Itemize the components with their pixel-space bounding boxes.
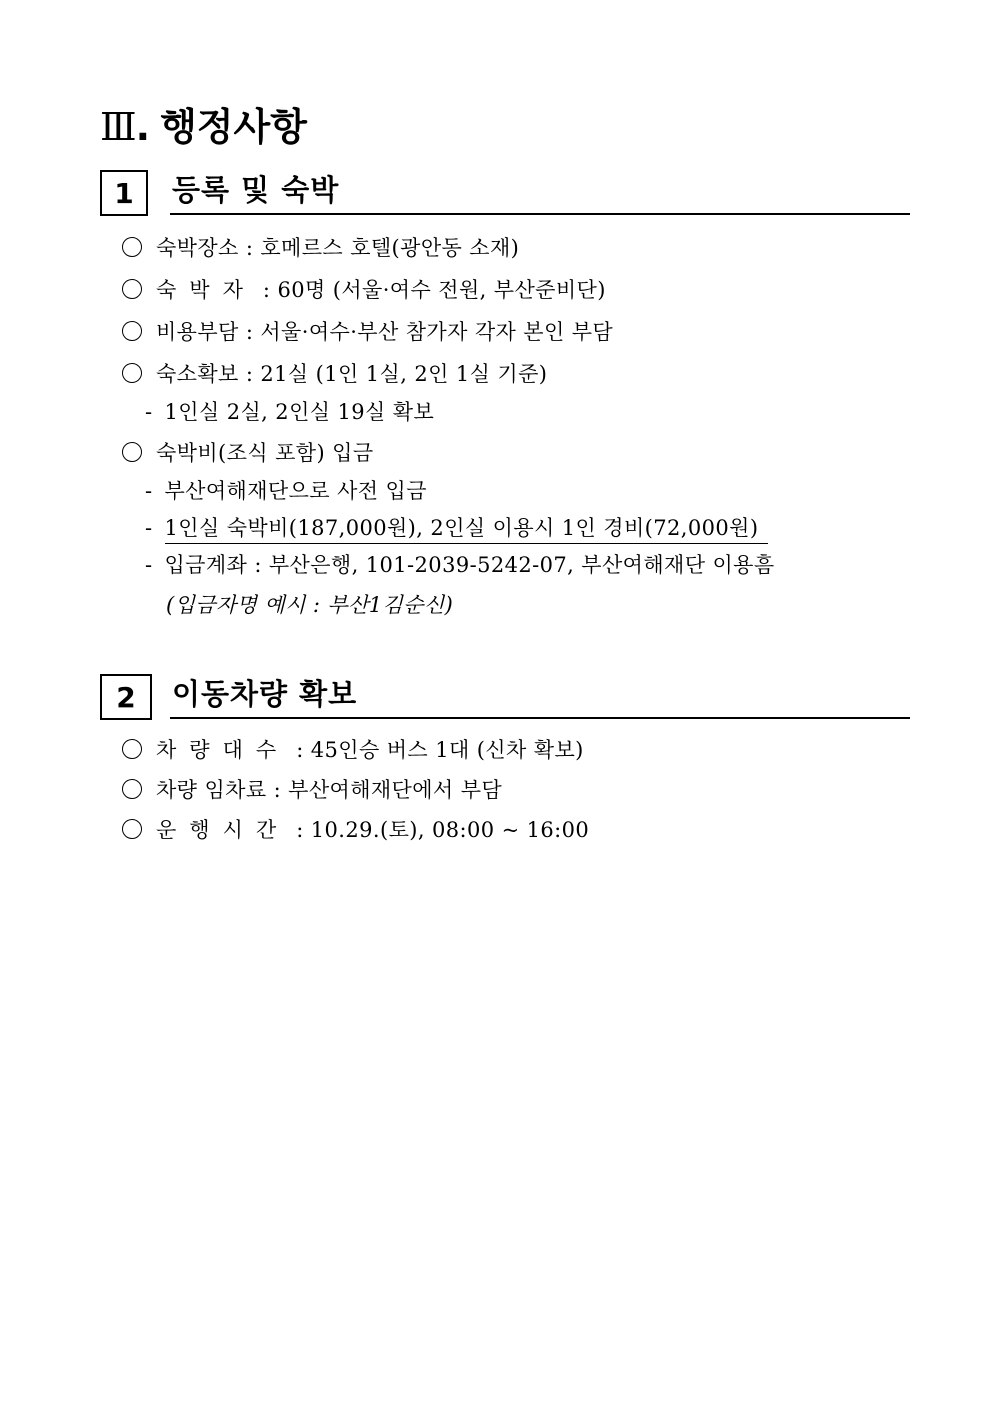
chapter-title xyxy=(100,100,307,154)
item-text: 입금계좌 : 부산은행, 101-2039-5242-07, 부산여해재단 이용흠 xyxy=(164,553,775,577)
list-item-vehicle-rental xyxy=(122,776,502,804)
list-subitem-prepayment xyxy=(145,477,427,505)
section-title: 이동차량 확보 xyxy=(172,677,358,711)
section-rule xyxy=(170,717,910,719)
circle-bullet-icon xyxy=(122,442,142,462)
circle-bullet-icon xyxy=(122,363,142,383)
list-item-vehicle-count xyxy=(122,736,584,764)
circle-bullet-icon xyxy=(122,739,142,759)
circle-bullet-icon xyxy=(122,237,142,257)
item-text: (입금자명 예시 : 부산1김순신) xyxy=(166,593,454,617)
item-text: 부산여해재단으로 사전 입금 xyxy=(164,479,427,503)
item-text-underlined: 1인실 숙박비(187,000원), 2인실 이용시 1인 경비(72,000원) xyxy=(165,516,769,544)
dash-bullet: - xyxy=(145,553,153,577)
chapter-roman-numeral: Ⅲ xyxy=(100,105,136,149)
chapter-dot: . xyxy=(135,105,151,149)
item-label: 숙박자 xyxy=(156,278,256,302)
list-item-lodging-fee xyxy=(122,439,374,467)
dash-bullet: - xyxy=(145,400,153,424)
section-header-vehicle xyxy=(100,674,910,720)
list-item-cost-burden xyxy=(122,318,613,346)
section-title: 등록 및 숙박 xyxy=(172,173,340,207)
item-text: 차량 임차료 : 부산여해재단에서 부담 xyxy=(156,778,503,802)
section-rule xyxy=(170,213,910,215)
item-text: 숙박비(조식 포함) 입금 xyxy=(156,441,374,465)
list-item-guests xyxy=(122,276,606,304)
section-number-box: 2 xyxy=(100,674,152,720)
circle-bullet-icon xyxy=(122,779,142,799)
item-text: : 45인승 버스 1대 (신차 확보) xyxy=(289,738,584,762)
list-subitem-room-breakdown xyxy=(145,398,434,426)
dash-bullet: - xyxy=(145,516,153,540)
list-item-lodging-place xyxy=(122,234,519,262)
circle-bullet-icon xyxy=(122,819,142,839)
item-text: 1인실 2실, 2인실 19실 확보 xyxy=(164,400,435,424)
list-item-rooms-secured xyxy=(122,360,547,388)
circle-bullet-icon xyxy=(122,279,142,299)
list-item-operating-hours xyxy=(122,816,589,844)
list-subitem-fees xyxy=(145,514,768,542)
item-text: : 10.29.(토), 08:00 ~ 16:00 xyxy=(289,818,590,842)
chapter-title-text: 행정사항 xyxy=(160,105,307,149)
section-header-registration xyxy=(100,170,910,216)
circle-bullet-icon xyxy=(122,321,142,341)
dash-bullet: - xyxy=(145,479,153,503)
section-number-box: 1 xyxy=(100,170,148,216)
item-text: 숙박장소 : 호메르스 호텔(광안동 소재) xyxy=(156,236,520,260)
item-text: : 60명 (서울·여수 전원, 부산준비단) xyxy=(255,278,606,302)
list-subitem-bank-account xyxy=(145,551,775,579)
item-text: 비용부담 : 서울·여수·부산 참가자 각자 본인 부담 xyxy=(156,320,614,344)
item-text: 숙소확보 : 21실 (1인 1실, 2인 1실 기준) xyxy=(156,362,548,386)
item-label: 운행시간 xyxy=(156,818,290,842)
item-label: 차량대수 xyxy=(156,738,290,762)
list-note-depositor-example xyxy=(166,591,453,619)
